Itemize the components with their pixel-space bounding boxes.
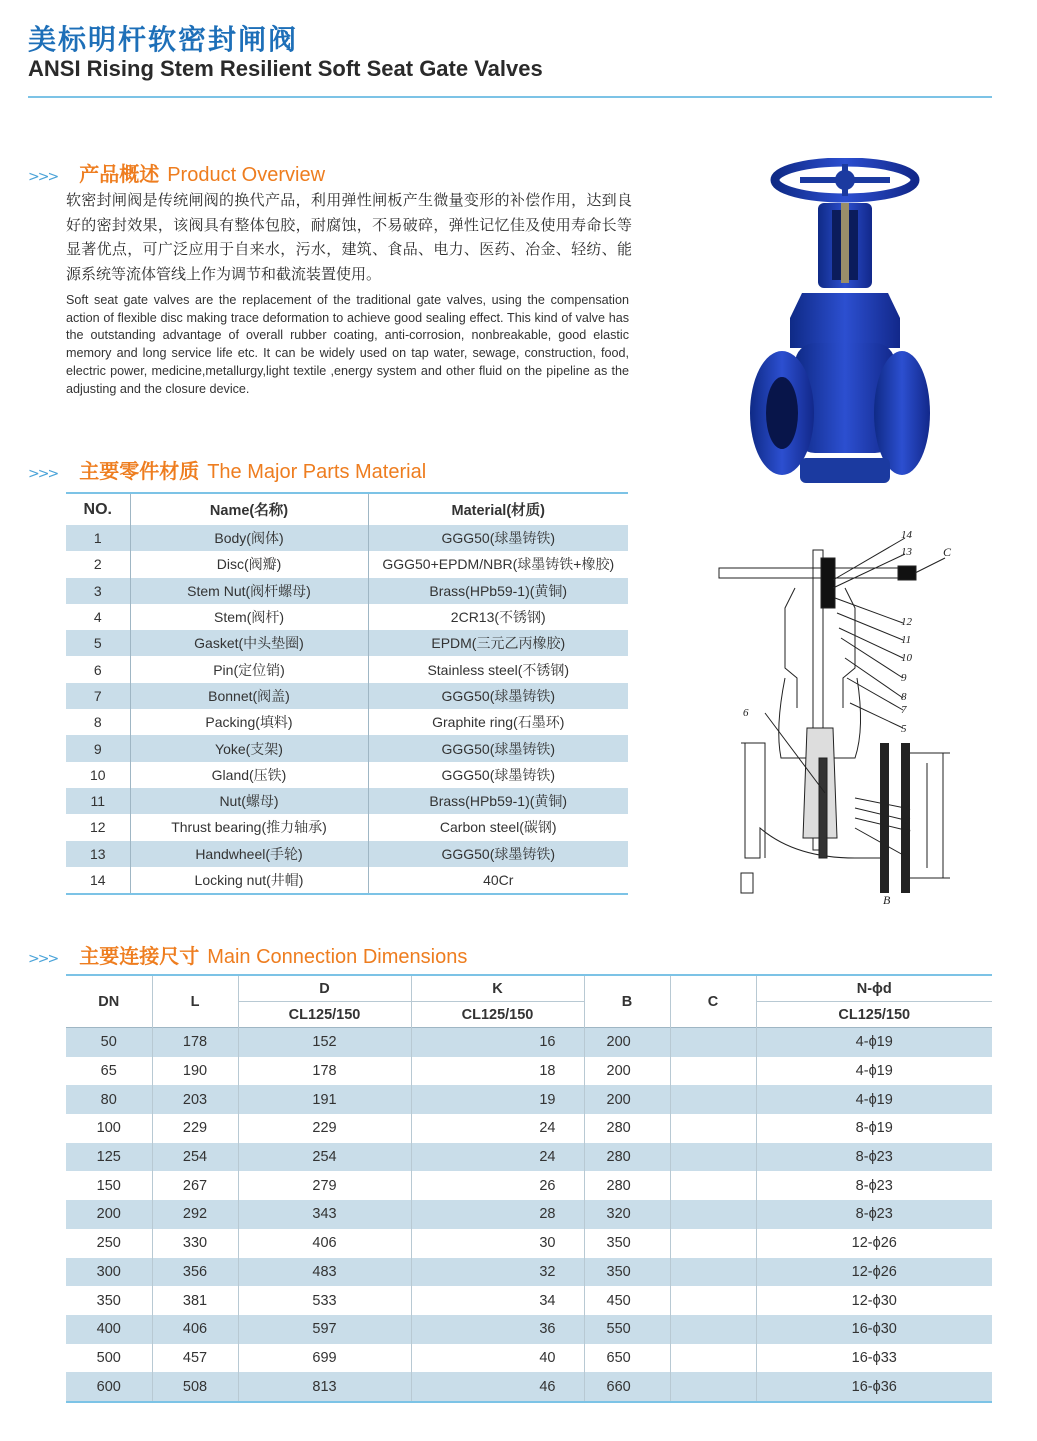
dn-cell: 80 — [66, 1085, 152, 1114]
table-row — [66, 604, 628, 630]
column-subheader: CL125/150 — [238, 1002, 411, 1028]
part-number-cell: 6 — [66, 656, 130, 682]
table-row — [66, 1171, 992, 1200]
dn-cell: 300 — [66, 1258, 152, 1287]
c-cell — [670, 1057, 756, 1086]
c-cell — [670, 1028, 756, 1057]
b-cell: 350 — [584, 1258, 670, 1287]
chevrons-icon: >>> — [28, 169, 58, 185]
part-number-cell: 2 — [66, 551, 130, 577]
c-cell — [670, 1171, 756, 1200]
diagram-label: 5 — [901, 723, 907, 735]
part-number-cell: 13 — [66, 841, 130, 867]
column-header: N-ϕd — [856, 980, 892, 997]
diagram-label: B — [883, 893, 891, 907]
l-cell: 292 — [152, 1200, 238, 1229]
part-name-cell: Thrust bearing(推力轴承) — [130, 814, 368, 840]
chevrons-icon: >>> — [28, 466, 58, 482]
bolt-cell: 4-ϕ19 — [855, 1034, 893, 1051]
bolt-cell: 16-ϕ33 — [851, 1349, 897, 1366]
overview-text-cn: 软密封闸阀是传统闸阀的换代产品，利用弹性闸板产生微量变形的补偿作用，达到良好的密封效果，该阀具有整体包胶，耐腐蚀，不易破碎，弹性记忆佳及使用寿命长等显著优点，可广泛应用于自来水，污水，建筑、食品、电力、医药、冶金、轻纺、能源系统等流体管线上作为调节和截流装置使用。 — [66, 191, 632, 283]
bolt-cell: 16-ϕ36 — [851, 1378, 897, 1395]
part-material-cell: Stainless steel(不锈钢) — [427, 661, 570, 678]
table-row — [66, 1344, 992, 1373]
part-name-cell: Handwheel(手轮) — [130, 841, 368, 867]
column-subheader: CL125/150 — [756, 1002, 992, 1028]
table-row — [66, 551, 628, 577]
b-cell: 280 — [584, 1171, 670, 1200]
b-cell: 200 — [584, 1028, 670, 1057]
diagram-label: 2 — [905, 827, 911, 839]
dimensions-heading-cn: 主要连接尺寸 — [79, 944, 200, 968]
table-row — [66, 578, 628, 604]
part-name-cell: Gland(压铁) — [130, 762, 368, 788]
diagram-label: 14 — [901, 529, 912, 541]
bolt-cell: 12-ϕ26 — [851, 1263, 897, 1280]
b-cell: 450 — [584, 1286, 670, 1315]
k-cell: 32 — [411, 1258, 584, 1287]
column-header: K — [411, 975, 584, 1002]
table-row — [66, 1286, 992, 1315]
l-cell: 190 — [152, 1057, 238, 1086]
d-cell: 279 — [238, 1171, 411, 1200]
overview-text-en: Soft seat gate valves are the replacement of the traditional gate valves, using the compensation action of flexible disc making trace deformation to achieve good sealing effect. This kind of valve has the outstanding advantage of overall rubber coating, anti-corrosion, nonbreakable, good elastic memory and long service life etc. It can be widely used on tap water, sewage, construction, food, electric power, medicine,metallurgy,light textile ,energy system and other fluid on the pipeline as the adjusting and the closure device. — [66, 293, 629, 396]
d-cell: 152 — [238, 1028, 411, 1057]
table-row — [66, 735, 628, 761]
part-name-cell: Locking nut(井帽) — [130, 867, 368, 894]
parts-material-table — [66, 492, 628, 895]
dn-cell: 600 — [66, 1372, 152, 1402]
c-cell — [670, 1085, 756, 1114]
table-row — [66, 762, 628, 788]
diagram-label: 1 — [905, 850, 911, 862]
c-cell — [670, 1372, 756, 1402]
bolt-cell: 8-ϕ23 — [855, 1177, 893, 1194]
header-divider — [28, 96, 992, 98]
column-header: B — [584, 975, 670, 1028]
b-cell: 650 — [584, 1344, 670, 1373]
column-header: L — [152, 975, 238, 1028]
c-cell — [670, 1315, 756, 1344]
bolt-cell: 12-ϕ26 — [851, 1235, 897, 1252]
d-cell: 597 — [238, 1315, 411, 1344]
l-cell: 254 — [152, 1143, 238, 1172]
table-row — [66, 1143, 992, 1172]
part-material-cell: GGG50(球墨铸铁) — [441, 740, 556, 757]
k-cell: 46 — [411, 1372, 584, 1402]
part-number-cell: 14 — [66, 867, 130, 894]
l-cell: 203 — [152, 1085, 238, 1114]
diagram-label: 11 — [901, 634, 912, 646]
l-cell: 356 — [152, 1258, 238, 1287]
bolt-cell: 8-ϕ23 — [855, 1206, 893, 1223]
part-material-cell: GGG50(球墨铸铁) — [441, 845, 556, 862]
dn-cell: 50 — [66, 1028, 152, 1057]
column-header: Material(材质) — [451, 503, 545, 519]
page-title-cn: 美标明杆软密封闸阀 — [28, 23, 299, 56]
table-row — [66, 1229, 992, 1258]
part-number-cell: 1 — [66, 525, 130, 551]
b-cell: 550 — [584, 1315, 670, 1344]
chevrons-icon: >>> — [28, 951, 58, 967]
d-cell: 178 — [238, 1057, 411, 1086]
table-row — [66, 1372, 992, 1402]
dn-cell: 150 — [66, 1171, 152, 1200]
dn-cell: 125 — [66, 1143, 152, 1172]
b-cell: 200 — [584, 1057, 670, 1086]
table-header-row — [66, 975, 992, 1002]
table-row — [66, 814, 628, 840]
c-cell — [670, 1258, 756, 1287]
k-cell: 24 — [411, 1143, 584, 1172]
part-material-cell: Graphite ring(石墨环) — [432, 714, 565, 731]
table-row — [66, 525, 628, 551]
table-row — [66, 841, 628, 867]
part-number-cell: 10 — [66, 762, 130, 788]
part-material-cell: GGG50(球墨铸铁) — [441, 766, 556, 783]
bolt-cell: 4-ϕ19 — [855, 1091, 893, 1108]
l-cell: 330 — [152, 1229, 238, 1258]
overview-heading — [28, 158, 325, 187]
part-number-cell: 11 — [66, 788, 130, 814]
part-number-cell: 5 — [66, 630, 130, 656]
table-row — [66, 1085, 992, 1114]
part-name-cell: Stem(阀杆) — [130, 604, 368, 630]
table-row — [66, 1057, 992, 1086]
c-cell — [670, 1114, 756, 1143]
table-row — [66, 867, 628, 894]
dimensions-heading — [28, 940, 467, 969]
diagram-label: 9 — [901, 672, 907, 684]
b-cell: 280 — [584, 1114, 670, 1143]
table-row — [66, 1200, 992, 1229]
l-cell: 406 — [152, 1315, 238, 1344]
k-cell: 19 — [411, 1085, 584, 1114]
dn-cell: 100 — [66, 1114, 152, 1143]
k-cell: 26 — [411, 1171, 584, 1200]
d-cell: 533 — [238, 1286, 411, 1315]
column-header: NO. — [66, 493, 130, 525]
part-material-cell: Brass(HPb59-1)(黄铜) — [429, 793, 568, 810]
table-row — [66, 1258, 992, 1287]
page-title-en: ANSI Rising Stem Resilient Soft Seat Gate Valves — [28, 56, 543, 81]
table-row — [66, 1315, 992, 1344]
k-cell: 28 — [411, 1200, 584, 1229]
diagram-label: 7 — [901, 704, 907, 716]
c-cell — [670, 1200, 756, 1229]
diagram-label: C — [943, 545, 952, 559]
d-cell: 813 — [238, 1372, 411, 1402]
table-row — [66, 1028, 992, 1057]
c-cell — [670, 1143, 756, 1172]
l-cell: 267 — [152, 1171, 238, 1200]
diagram-label: 13 — [901, 546, 912, 558]
diagram-label: 4 — [905, 802, 911, 814]
table-row — [66, 630, 628, 656]
part-material-cell: GGG50(球墨铸铁) — [441, 687, 556, 704]
part-name-cell: Disc(阀瓣) — [130, 551, 368, 577]
d-cell: 343 — [238, 1200, 411, 1229]
l-cell: 508 — [152, 1372, 238, 1402]
column-header: D — [238, 975, 411, 1002]
b-cell: 350 — [584, 1229, 670, 1258]
table-row — [66, 709, 628, 735]
d-cell: 229 — [238, 1114, 411, 1143]
part-number-cell: 9 — [66, 735, 130, 761]
bolt-cell: 16-ϕ30 — [851, 1321, 897, 1338]
connection-dimensions-table — [66, 974, 992, 1403]
c-cell — [670, 1286, 756, 1315]
part-name-cell: Packing(填料) — [130, 709, 368, 735]
l-cell: 229 — [152, 1114, 238, 1143]
valve-product-image — [740, 158, 940, 503]
part-number-cell: 7 — [66, 683, 130, 709]
overview-heading-cn: 产品概述 — [79, 162, 160, 186]
part-material-cell: EPDM(三元乙丙橡胶) — [431, 635, 566, 652]
k-cell: 30 — [411, 1229, 584, 1258]
table-row — [66, 683, 628, 709]
k-cell: 24 — [411, 1114, 584, 1143]
k-cell: 18 — [411, 1057, 584, 1086]
b-cell: 320 — [584, 1200, 670, 1229]
k-cell: 36 — [411, 1315, 584, 1344]
part-material-cell: 40Cr — [483, 872, 514, 888]
diagram-label: 6 — [743, 707, 749, 719]
dn-cell: 500 — [66, 1344, 152, 1373]
d-cell: 699 — [238, 1344, 411, 1373]
table-row — [66, 788, 628, 814]
parts-heading-cn: 主要零件材质 — [79, 459, 200, 483]
bolt-cell: 4-ϕ19 — [855, 1063, 893, 1080]
diagram-label: 10 — [901, 652, 912, 664]
part-name-cell: Bonnet(阀盖) — [130, 683, 368, 709]
diagram-label: 8 — [901, 691, 907, 703]
overview-heading-en: Product Overview — [167, 164, 326, 186]
d-cell: 406 — [238, 1229, 411, 1258]
dn-cell: 200 — [66, 1200, 152, 1229]
k-cell: 16 — [411, 1028, 584, 1057]
k-cell: 34 — [411, 1286, 584, 1315]
b-cell: 280 — [584, 1143, 670, 1172]
part-name-cell: Yoke(支架) — [130, 735, 368, 761]
bolt-cell: 12-ϕ30 — [851, 1292, 897, 1309]
dimensions-heading-en: Main Connection Dimensions — [207, 946, 468, 968]
part-material-cell: GGG50(球墨铸铁) — [441, 530, 556, 547]
part-material-cell: GGG50+EPDM/NBR(球墨铸铁+橡胶) — [382, 556, 615, 573]
k-cell: 40 — [411, 1344, 584, 1373]
part-name-cell: Pin(定位销) — [130, 656, 368, 682]
column-header: DN — [66, 975, 152, 1028]
part-number-cell: 4 — [66, 604, 130, 630]
c-cell — [670, 1344, 756, 1373]
valve-section-diagram — [715, 528, 965, 908]
part-number-cell: 12 — [66, 814, 130, 840]
diagram-label: 12 — [901, 616, 912, 628]
dn-cell: 250 — [66, 1229, 152, 1258]
l-cell: 178 — [152, 1028, 238, 1057]
d-cell: 254 — [238, 1143, 411, 1172]
part-number-cell: 8 — [66, 709, 130, 735]
parts-heading-en: The Major Parts Material — [207, 461, 427, 483]
d-cell: 483 — [238, 1258, 411, 1287]
l-cell: 457 — [152, 1344, 238, 1373]
part-material-cell: 2CR13(不锈钢) — [450, 609, 546, 626]
b-cell: 200 — [584, 1085, 670, 1114]
diagram-label: 3 — [905, 815, 911, 827]
part-name-cell: Stem Nut(阀杆螺母) — [130, 578, 368, 604]
b-cell: 660 — [584, 1372, 670, 1402]
parts-heading — [28, 455, 426, 484]
dn-cell: 65 — [66, 1057, 152, 1086]
part-name-cell: Gasket(中头垫圈) — [130, 630, 368, 656]
column-header: Name(名称) — [130, 493, 368, 525]
bolt-cell: 8-ϕ23 — [855, 1149, 893, 1166]
dn-cell: 400 — [66, 1315, 152, 1344]
dn-cell: 350 — [66, 1286, 152, 1315]
c-cell — [670, 1229, 756, 1258]
column-subheader: CL125/150 — [411, 1002, 584, 1028]
table-row — [66, 656, 628, 682]
part-material-cell: Carbon steel(碳钢) — [439, 819, 557, 836]
part-name-cell: Nut(螺母) — [130, 788, 368, 814]
table-header-row — [66, 493, 628, 525]
d-cell: 191 — [238, 1085, 411, 1114]
part-name-cell: Body(阀体) — [130, 525, 368, 551]
table-row — [66, 1114, 992, 1143]
part-material-cell: Brass(HPb59-1)(黄铜) — [429, 582, 568, 599]
bolt-cell: 8-ϕ19 — [855, 1120, 893, 1137]
column-header: C — [670, 975, 756, 1028]
part-number-cell: 3 — [66, 578, 130, 604]
l-cell: 381 — [152, 1286, 238, 1315]
